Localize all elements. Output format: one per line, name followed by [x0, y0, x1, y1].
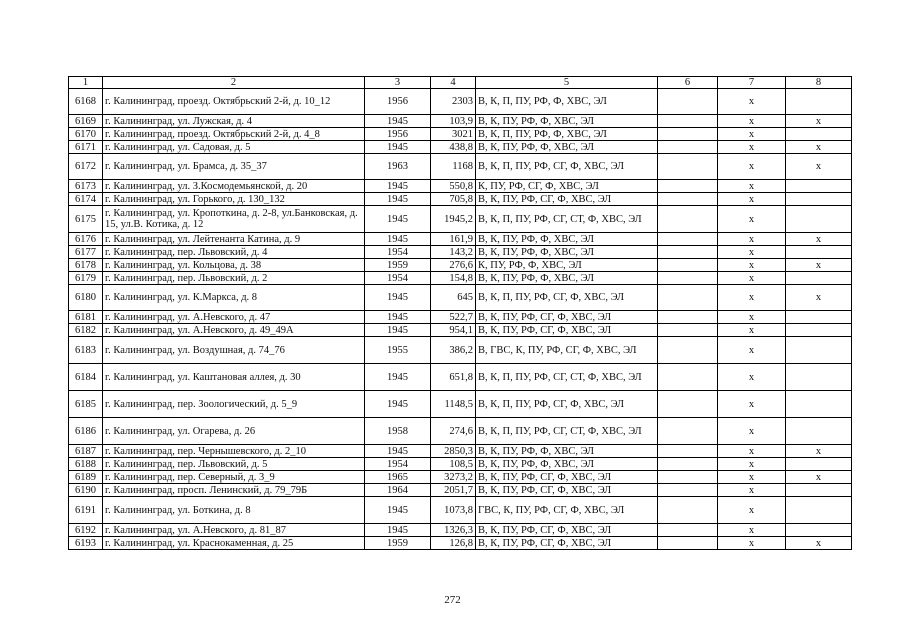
cell-num: 6173 [69, 180, 103, 193]
cell-c8 [786, 89, 852, 115]
cell-year: 1945 [365, 445, 431, 458]
cell-addr: г. Калининград, просп. Ленинский, д. 79_79Б [103, 484, 365, 497]
cell-addr: г. Калининград, пер. Львовский, д. 2 [103, 272, 365, 285]
cell-c8: x [786, 471, 852, 484]
cell-num: 6172 [69, 154, 103, 180]
cell-area: 3273,2 [431, 471, 476, 484]
cell-area: 645 [431, 285, 476, 311]
cell-num: 6170 [69, 128, 103, 141]
cell-c7: x [718, 115, 786, 128]
cell-area: 2303 [431, 89, 476, 115]
cell-c8 [786, 337, 852, 364]
header-cell: 1 [69, 77, 103, 89]
cell-year: 1945 [365, 141, 431, 154]
cell-c8 [786, 484, 852, 497]
table-row [69, 154, 852, 180]
cell-num: 6189 [69, 471, 103, 484]
table-row [69, 193, 852, 206]
cell-c6 [658, 471, 718, 484]
cell-num: 6174 [69, 193, 103, 206]
page-number: 272 [444, 594, 461, 606]
cell-c7: x [718, 524, 786, 537]
cell-services: В, К, П, ПУ, РФ, СГ, Ф, ХВС, ЭЛ [476, 154, 658, 180]
cell-year: 1956 [365, 89, 431, 115]
cell-num: 6178 [69, 259, 103, 272]
cell-c6 [658, 246, 718, 259]
cell-area: 705,8 [431, 193, 476, 206]
cell-c6 [658, 484, 718, 497]
cell-services: В, ГВС, К, ПУ, РФ, СГ, Ф, ХВС, ЭЛ [476, 337, 658, 364]
cell-year: 1945 [365, 180, 431, 193]
cell-c6 [658, 154, 718, 180]
table-row [69, 141, 852, 154]
cell-c8 [786, 458, 852, 471]
cell-addr: г. Калининград, ул. Горького, д. 130_132 [103, 193, 365, 206]
cell-services: В, К, ПУ, РФ, СГ, Ф, ХВС, ЭЛ [476, 471, 658, 484]
cell-num: 6182 [69, 324, 103, 337]
header-cell: 3 [365, 77, 431, 89]
cell-c8 [786, 206, 852, 233]
cell-services: В, К, П, ПУ, РФ, СГ, СТ, Ф, ХВС, ЭЛ [476, 418, 658, 445]
cell-c7: x [718, 471, 786, 484]
cell-addr: г. Калининград, проезд. Октябрьский 2-й, д. 10_12 [103, 89, 365, 115]
cell-year: 1954 [365, 246, 431, 259]
cell-addr: г. Калининград, пер. Чернышевского, д. 2_10 [103, 445, 365, 458]
cell-c7: x [718, 418, 786, 445]
table-row [69, 272, 852, 285]
cell-num: 6179 [69, 272, 103, 285]
cell-year: 1965 [365, 471, 431, 484]
cell-c8 [786, 418, 852, 445]
cell-num: 6171 [69, 141, 103, 154]
header-cell: 4 [431, 77, 476, 89]
cell-services: В, К, П, ПУ, РФ, СГ, СТ, Ф, ХВС, ЭЛ [476, 206, 658, 233]
cell-addr: г. Калининград, ул. Лейтенанта Катина, д. 9 [103, 233, 365, 246]
cell-c7: x [718, 246, 786, 259]
cell-area: 108,5 [431, 458, 476, 471]
cell-addr: г. Калининград, пер. Северный, д. 3_9 [103, 471, 365, 484]
cell-c7: x [718, 537, 786, 550]
cell-num: 6185 [69, 391, 103, 418]
cell-year: 1964 [365, 484, 431, 497]
cell-num: 6188 [69, 458, 103, 471]
cell-c6 [658, 324, 718, 337]
cell-addr: г. Калининград, ул. А.Невского, д. 47 [103, 311, 365, 324]
cell-services: В, К, ПУ, РФ, СГ, Ф, ХВС, ЭЛ [476, 537, 658, 550]
cell-area: 1073,8 [431, 497, 476, 524]
cell-services: К, ПУ, РФ, Ф, ХВС, ЭЛ [476, 259, 658, 272]
cell-c6 [658, 272, 718, 285]
cell-c7: x [718, 180, 786, 193]
cell-year: 1945 [365, 233, 431, 246]
cell-area: 3021 [431, 128, 476, 141]
cell-addr: г. Калининград, ул. Кольцова, д. 38 [103, 259, 365, 272]
table-row [69, 206, 852, 233]
cell-services: В, К, П, ПУ, РФ, СГ, Ф, ХВС, ЭЛ [476, 391, 658, 418]
cell-services: В, К, П, ПУ, РФ, СГ, Ф, ХВС, ЭЛ [476, 285, 658, 311]
cell-c6 [658, 337, 718, 364]
cell-year: 1945 [365, 115, 431, 128]
cell-c8: x [786, 115, 852, 128]
cell-c8 [786, 324, 852, 337]
cell-c8 [786, 311, 852, 324]
cell-c7: x [718, 206, 786, 233]
cell-c7: x [718, 89, 786, 115]
cell-year: 1954 [365, 458, 431, 471]
cell-c7: x [718, 128, 786, 141]
cell-addr: г. Калининград, ул. Воздушная, д. 74_76 [103, 337, 365, 364]
cell-year: 1956 [365, 128, 431, 141]
cell-area: 386,2 [431, 337, 476, 364]
header-cell: 2 [103, 77, 365, 89]
cell-area: 2850,3 [431, 445, 476, 458]
cell-year: 1963 [365, 154, 431, 180]
table-row [69, 89, 852, 115]
cell-c8 [786, 272, 852, 285]
cell-addr: г. Калининград, ул. Каштановая аллея, д. 30 [103, 364, 365, 391]
cell-c7: x [718, 497, 786, 524]
cell-services: В, К, ПУ, РФ, СГ, Ф, ХВС, ЭЛ [476, 484, 658, 497]
table-row [69, 285, 852, 311]
cell-c6 [658, 206, 718, 233]
cell-num: 6191 [69, 497, 103, 524]
cell-area: 1148,5 [431, 391, 476, 418]
cell-num: 6187 [69, 445, 103, 458]
cell-services: В, К, П, ПУ, РФ, СГ, СТ, Ф, ХВС, ЭЛ [476, 364, 658, 391]
table-row [69, 311, 852, 324]
cell-c8 [786, 180, 852, 193]
cell-c8 [786, 391, 852, 418]
cell-addr: г. Калининград, ул. З.Космодемьянской, д. 20 [103, 180, 365, 193]
cell-addr: г. Калининград, ул. Огарева, д. 26 [103, 418, 365, 445]
cell-services: В, К, ПУ, РФ, Ф, ХВС, ЭЛ [476, 458, 658, 471]
cell-c6 [658, 285, 718, 311]
cell-c8: x [786, 259, 852, 272]
cell-area: 103,9 [431, 115, 476, 128]
cell-year: 1945 [365, 524, 431, 537]
cell-area: 1326,3 [431, 524, 476, 537]
cell-services: В, К, ПУ, РФ, Ф, ХВС, ЭЛ [476, 272, 658, 285]
cell-services: В, К, ПУ, РФ, Ф, ХВС, ЭЛ [476, 233, 658, 246]
cell-c8: x [786, 141, 852, 154]
cell-c6 [658, 537, 718, 550]
cell-addr: г. Калининград, ул. А.Невского, д. 49_49А [103, 324, 365, 337]
table-row [69, 537, 852, 550]
table-row [69, 246, 852, 259]
cell-area: 276,6 [431, 259, 476, 272]
cell-c6 [658, 89, 718, 115]
table-row [69, 524, 852, 537]
cell-services: В, К, П, ПУ, РФ, Ф, ХВС, ЭЛ [476, 128, 658, 141]
table-row [69, 324, 852, 337]
cell-c7: x [718, 193, 786, 206]
cell-addr: г. Калининград, ул. Кропоткина, д. 2-8, ул.Банковская, д. 15, ул.В. Котика, д. 12 [103, 206, 365, 233]
cell-c6 [658, 524, 718, 537]
cell-area: 143,2 [431, 246, 476, 259]
cell-num: 6180 [69, 285, 103, 311]
cell-num: 6176 [69, 233, 103, 246]
table-row [69, 233, 852, 246]
cell-services: В, К, ПУ, РФ, Ф, ХВС, ЭЛ [476, 141, 658, 154]
cell-services: В, К, ПУ, РФ, Ф, ХВС, ЭЛ [476, 115, 658, 128]
table-row [69, 259, 852, 272]
cell-c7: x [718, 311, 786, 324]
cell-c8 [786, 524, 852, 537]
cell-c8: x [786, 285, 852, 311]
cell-c6 [658, 180, 718, 193]
cell-addr: г. Калининград, ул. Краснокаменная, д. 25 [103, 537, 365, 550]
cell-year: 1945 [365, 285, 431, 311]
cell-services: В, К, ПУ, РФ, СГ, Ф, ХВС, ЭЛ [476, 193, 658, 206]
cell-services: В, К, ПУ, РФ, Ф, ХВС, ЭЛ [476, 445, 658, 458]
cell-addr: г. Калининград, проезд. Октябрьский 2-й, д. 4_8 [103, 128, 365, 141]
cell-addr: г. Калининград, ул. Брамса, д. 35_37 [103, 154, 365, 180]
cell-c8 [786, 246, 852, 259]
cell-area: 438,8 [431, 141, 476, 154]
cell-c6 [658, 364, 718, 391]
cell-addr: г. Калининград, пер. Львовский, д. 5 [103, 458, 365, 471]
header-cell: 7 [718, 77, 786, 89]
cell-area: 154,8 [431, 272, 476, 285]
table-row [69, 391, 852, 418]
cell-services: К, ПУ, РФ, СГ, Ф, ХВС, ЭЛ [476, 180, 658, 193]
table-row [69, 458, 852, 471]
cell-c8: x [786, 233, 852, 246]
cell-c6 [658, 311, 718, 324]
cell-c7: x [718, 272, 786, 285]
cell-year: 1958 [365, 418, 431, 445]
cell-c7: x [718, 364, 786, 391]
cell-area: 2051,7 [431, 484, 476, 497]
header-cell: 8 [786, 77, 852, 89]
cell-c7: x [718, 324, 786, 337]
cell-year: 1945 [365, 311, 431, 324]
header-cell: 5 [476, 77, 658, 89]
cell-c7: x [718, 445, 786, 458]
cell-c6 [658, 445, 718, 458]
cell-area: 274,6 [431, 418, 476, 445]
header-row [69, 77, 852, 89]
cell-c7: x [718, 259, 786, 272]
cell-year: 1945 [365, 391, 431, 418]
cell-num: 6193 [69, 537, 103, 550]
cell-year: 1945 [365, 324, 431, 337]
cell-services: В, К, П, ПУ, РФ, Ф, ХВС, ЭЛ [476, 89, 658, 115]
cell-year: 1959 [365, 537, 431, 550]
cell-c7: x [718, 458, 786, 471]
cell-services: В, К, ПУ, РФ, СГ, Ф, ХВС, ЭЛ [476, 311, 658, 324]
cell-c8: x [786, 537, 852, 550]
cell-year: 1955 [365, 337, 431, 364]
cell-num: 6186 [69, 418, 103, 445]
cell-c6 [658, 141, 718, 154]
cell-addr: г. Калининград, ул. Садовая, д. 5 [103, 141, 365, 154]
cell-c6 [658, 497, 718, 524]
table-row [69, 484, 852, 497]
cell-c6 [658, 458, 718, 471]
cell-area: 550,8 [431, 180, 476, 193]
cell-year: 1945 [365, 206, 431, 233]
cell-year: 1954 [365, 272, 431, 285]
cell-c8 [786, 497, 852, 524]
cell-c7: x [718, 484, 786, 497]
cell-c6 [658, 233, 718, 246]
cell-year: 1945 [365, 497, 431, 524]
cell-addr: г. Калининград, ул. Боткина, д. 8 [103, 497, 365, 524]
cell-addr: г. Калининград, ул. К.Маркса, д. 8 [103, 285, 365, 311]
cell-num: 6177 [69, 246, 103, 259]
cell-year: 1959 [365, 259, 431, 272]
register-table [68, 76, 852, 550]
cell-c7: x [718, 233, 786, 246]
table-row [69, 115, 852, 128]
cell-area: 954,1 [431, 324, 476, 337]
cell-c6 [658, 115, 718, 128]
cell-c8 [786, 193, 852, 206]
cell-year: 1945 [365, 364, 431, 391]
cell-area: 1945,2 [431, 206, 476, 233]
cell-num: 6169 [69, 115, 103, 128]
cell-c8 [786, 364, 852, 391]
cell-c7: x [718, 141, 786, 154]
cell-c7: x [718, 154, 786, 180]
table-row [69, 128, 852, 141]
cell-c6 [658, 391, 718, 418]
cell-addr: г. Калининград, пер. Зоологический, д. 5_9 [103, 391, 365, 418]
cell-c6 [658, 128, 718, 141]
cell-num: 6190 [69, 484, 103, 497]
cell-c7: x [718, 337, 786, 364]
cell-num: 6168 [69, 89, 103, 115]
cell-c6 [658, 259, 718, 272]
cell-c8: x [786, 154, 852, 180]
cell-num: 6183 [69, 337, 103, 364]
cell-c8: x [786, 445, 852, 458]
cell-services: В, К, ПУ, РФ, Ф, ХВС, ЭЛ [476, 246, 658, 259]
table-row [69, 471, 852, 484]
cell-addr: г. Калининград, ул. А.Невского, д. 81_87 [103, 524, 365, 537]
cell-services: ГВС, К, ПУ, РФ, СГ, Ф, ХВС, ЭЛ [476, 497, 658, 524]
table-row [69, 180, 852, 193]
table-row [69, 337, 852, 364]
cell-c7: x [718, 391, 786, 418]
cell-addr: г. Калининград, ул. Лужская, д. 4 [103, 115, 365, 128]
cell-addr: г. Калининград, пер. Львовский, д. 4 [103, 246, 365, 259]
header-cell: 6 [658, 77, 718, 89]
cell-c8 [786, 128, 852, 141]
cell-area: 1168 [431, 154, 476, 180]
cell-num: 6175 [69, 206, 103, 233]
cell-year: 1945 [365, 193, 431, 206]
cell-area: 651,8 [431, 364, 476, 391]
cell-services: В, К, ПУ, РФ, СГ, Ф, ХВС, ЭЛ [476, 524, 658, 537]
table-row [69, 445, 852, 458]
cell-num: 6184 [69, 364, 103, 391]
cell-c7: x [718, 285, 786, 311]
cell-area: 126,8 [431, 537, 476, 550]
cell-num: 6181 [69, 311, 103, 324]
cell-c6 [658, 418, 718, 445]
cell-c6 [658, 193, 718, 206]
cell-services: В, К, ПУ, РФ, СГ, Ф, ХВС, ЭЛ [476, 324, 658, 337]
cell-area: 522,7 [431, 311, 476, 324]
cell-num: 6192 [69, 524, 103, 537]
table-row [69, 497, 852, 524]
cell-area: 161,9 [431, 233, 476, 246]
table-row [69, 364, 852, 391]
table-row [69, 418, 852, 445]
